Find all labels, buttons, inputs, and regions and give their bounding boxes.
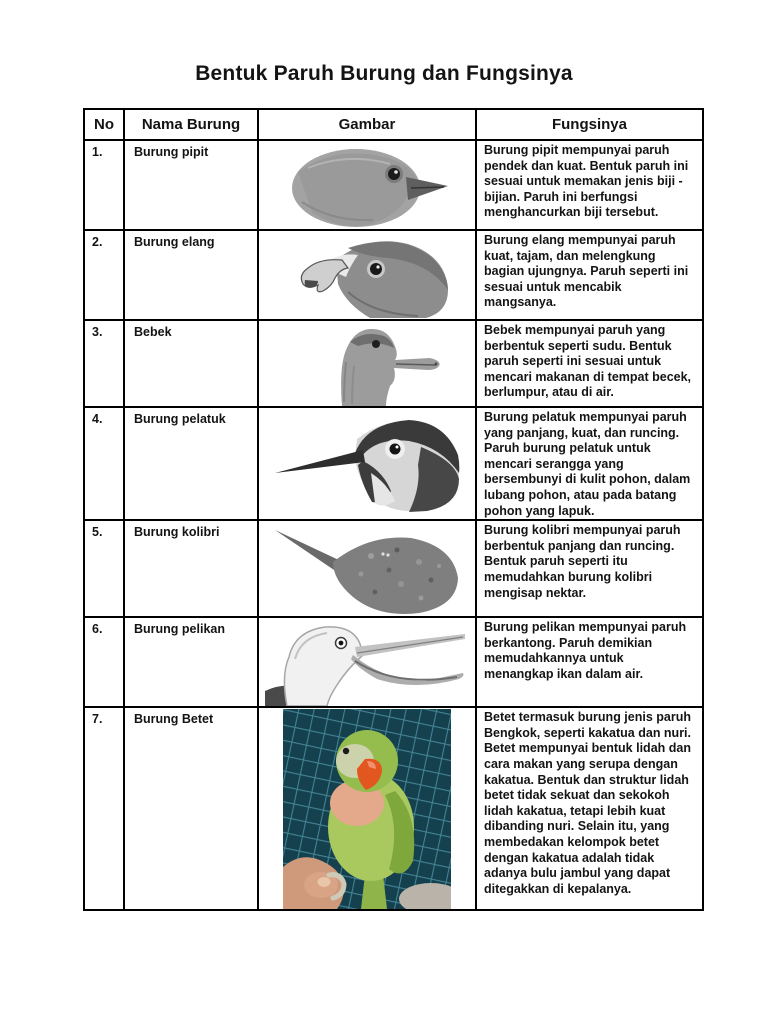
bird-name-cell: Burung pelatuk — [124, 407, 258, 520]
bird-function-cell: Burung pelikan mempunyai paruh berkantong. Paruh demikian memudahkannya untuk menangkap ikan dalam air. — [476, 617, 703, 707]
bird-name-cell: Burung kolibri — [124, 520, 258, 617]
table-header-row — [84, 109, 703, 140]
header-fungsinya: Fungsinya — [476, 109, 703, 140]
hummingbird-image — [271, 522, 463, 616]
bird-name-cell: Bebek — [124, 320, 258, 407]
bird-function-cell: Betet termasuk burung jenis paruh Bengkok, seperti kakatua dan nuri. Betet mempunyai bentuk lidah dan cara makan yang serupa dengan kakatua. Bentuk dan struktur lidah betet tidak sekuat dan sekokoh lidah kakatua, tetapi lebih kuat dibanding nuri. Selain itu, yang membedakan kelompok betet dengan kakatua adalah tidak adanya bulu jambul yang dapat ditegakkan di kepalanya. — [476, 707, 703, 910]
bird-image-cell — [258, 140, 476, 230]
bird-name-cell: Burung pipit — [124, 140, 258, 230]
bird-image-cell — [258, 320, 476, 407]
header-nama-burung: Nama Burung — [124, 109, 258, 140]
bird-function-cell: Burung pipit mempunyai paruh pendek dan kuat. Bentuk paruh ini sesuai untuk memakan jenis biji - bijian. Paruh ini berfungsi menghancurkan biji tersebut. — [476, 140, 703, 230]
bird-function-cell: Burung pelatuk mempunyai paruh yang panjang, kuat, dan runcing. Paruh burung pelatuk untuk mencari serangga yang bersembunyi di kulit pohon, dalam lubang pohon, atau pada batang pohon yang lapuk. — [476, 407, 703, 520]
row-number-cell: 3. — [84, 320, 124, 407]
bird-function-cell: Burung kolibri mempunyai paruh berbentuk panjang dan runcing. Bentuk paruh seperti itu memudahkan burung kolibri mengisap nektar. — [476, 520, 703, 617]
pelican-head-image — [265, 619, 469, 706]
row-number-cell: 6. — [84, 617, 124, 707]
bird-image-cell — [258, 230, 476, 320]
table-row-betet — [84, 707, 703, 910]
bird-name-cell: Burung elang — [124, 230, 258, 320]
row-number-cell: 1. — [84, 140, 124, 230]
table-row-kolibri — [84, 520, 703, 617]
bird-image-cell — [258, 407, 476, 520]
woodpecker-head-image — [271, 409, 463, 515]
eagle-head-image — [278, 232, 456, 319]
table-row-pelikan — [84, 617, 703, 707]
table-row-bebek — [84, 320, 703, 407]
page-title: Bentuk Paruh Burung dan Fungsinya — [195, 62, 573, 85]
row-number-cell: 5. — [84, 520, 124, 617]
sparrow-head-image — [278, 142, 456, 229]
bird-image-cell — [258, 617, 476, 707]
header-no: No — [84, 109, 124, 140]
bird-beak-table — [83, 108, 704, 911]
row-number-cell: 7. — [84, 707, 124, 910]
bird-name-cell: Burung Betet — [124, 707, 258, 910]
table-row-elang — [84, 230, 703, 320]
table-row-pelatuk — [84, 407, 703, 520]
bird-image-cell — [258, 707, 476, 910]
row-number-cell: 2. — [84, 230, 124, 320]
bird-function-cell: Burung elang mempunyai paruh kuat, tajam, dan melengkung bagian ujungnya. Paruh seperti ini sesuai untuk mencabik mangsanya. — [476, 230, 703, 320]
table-row-pipit — [84, 140, 703, 230]
row-number-cell: 4. — [84, 407, 124, 520]
parakeet-photo — [283, 709, 451, 909]
duck-head-image — [292, 322, 442, 406]
header-gambar: Gambar — [258, 109, 476, 140]
bird-function-cell: Bebek mempunyai paruh yang berbentuk seperti sudu. Bentuk paruh seperti ini sesuai untuk mencari makanan di tempat becek, berlumpur, atau di air. — [476, 320, 703, 407]
bird-image-cell — [258, 520, 476, 617]
bird-name-cell: Burung pelikan — [124, 617, 258, 707]
